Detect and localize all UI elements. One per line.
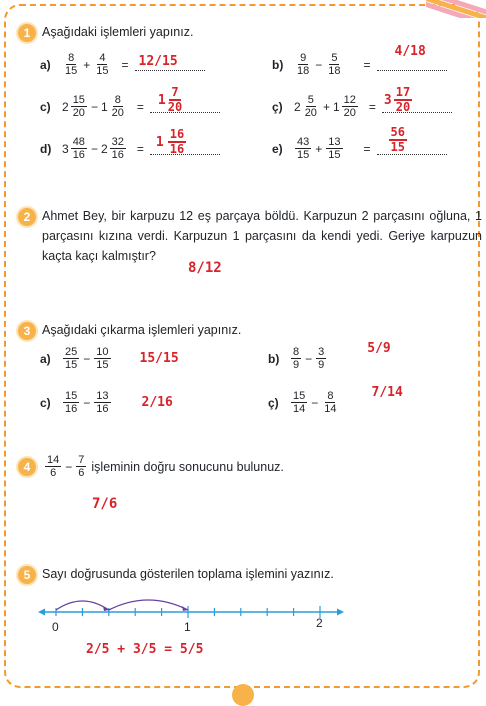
tick-label-0: 0 xyxy=(52,620,59,634)
question-3 xyxy=(16,320,476,430)
question-number: 1 xyxy=(16,22,38,44)
answer: 7/6 xyxy=(92,496,118,512)
jump-arc-2 xyxy=(109,600,188,610)
question-instruction: Aşağıdaki çıkarma işlemleri yapınız. xyxy=(42,323,242,337)
page-number-badge xyxy=(232,684,254,706)
answer-line xyxy=(377,44,447,71)
question-text: Ahmet Bey, bir karpuzu 12 eş parçaya böldü. Karpuzun 2 parçasını oğluna, 1 parçasını kızına verdi. Karpuzun 1 parçasını da kendi yedi. Geriye karpuzun kaçta kaçı kalmıştır? xyxy=(42,209,482,263)
item-d: d) 3 48 16 − 2 $\frac{32}{16}$ = 1 16 16 xyxy=(40,136,220,161)
number-line xyxy=(38,586,348,632)
item-c: c) 2 15 20 − 1 $\frac{8}{20}$ = 1 7 20 xyxy=(40,94,220,119)
arc-arrow-icon xyxy=(103,606,109,611)
answer: 2/16 xyxy=(141,395,173,410)
question-instruction: Aşağıdaki işlemleri yapınız. xyxy=(42,25,194,39)
item-b: b) 8 9 − $\frac{3}{9}$ 5/9 xyxy=(268,341,391,371)
question-2 xyxy=(16,204,482,284)
answer: 7/14 xyxy=(371,385,403,400)
answer: 12/15 xyxy=(138,54,178,69)
item-cc: ç) 15 14 − $\frac{8}{14}$ 7/14 xyxy=(268,385,403,415)
tick-label-2: 2 xyxy=(316,616,323,630)
question-number: 2 xyxy=(16,206,38,228)
answer-line: 1 7 20 xyxy=(150,100,220,113)
question-number: 5 xyxy=(16,564,38,586)
question-number: 3 xyxy=(16,320,38,342)
tick-label-1: 1 xyxy=(184,620,191,634)
arrow-right-icon xyxy=(337,609,344,616)
question-5 xyxy=(16,564,476,664)
question-number: 4 xyxy=(16,456,38,478)
item-b: b) 9 18 − $\frac{5}{18}$ = 4/18 xyxy=(272,52,447,77)
question-4 xyxy=(16,456,476,516)
answer: 15/15 xyxy=(139,351,179,366)
item-c: c) 15 16 − $\frac{13}{16}$ 2/16 xyxy=(40,390,173,415)
item-a: a) 25 15 − $\frac{10}{15}$ 15/15 xyxy=(40,346,179,371)
answer-line: 56 15 xyxy=(377,142,447,155)
question-expression: 14 6 − $\frac{7}{6}$ işleminin doğru sonucunu bulunuz. xyxy=(47,454,284,479)
answer: 2/5 + 3/5 = 5/5 xyxy=(86,642,204,657)
arrow-left-icon xyxy=(38,609,45,616)
question-text: işleminin doğru sonucunu bulunuz. xyxy=(91,459,284,474)
item-a: a) 8 15 + $\frac{4}{15}$ = 12/15 xyxy=(40,52,205,77)
answer-line xyxy=(135,54,205,71)
answer: 5/9 xyxy=(367,341,391,356)
item-e: e) 43 15 + $\frac{13}{15}$ = 56 15 xyxy=(272,136,447,161)
corner-decoration xyxy=(426,0,486,18)
question-1 xyxy=(16,22,476,172)
answer: 8/12 xyxy=(188,260,222,276)
item-cc: ç) 2 5 20 + 1 $\frac{12}{20}$ = 3 17 20 xyxy=(272,94,452,119)
question-instruction: Sayı doğrusunda gösterilen toplama işlemini yazınız. xyxy=(42,567,334,581)
answer-line: 3 17 20 xyxy=(382,100,452,113)
answer: 4/18 xyxy=(394,44,426,59)
answer-line: 1 16 16 xyxy=(150,142,220,155)
